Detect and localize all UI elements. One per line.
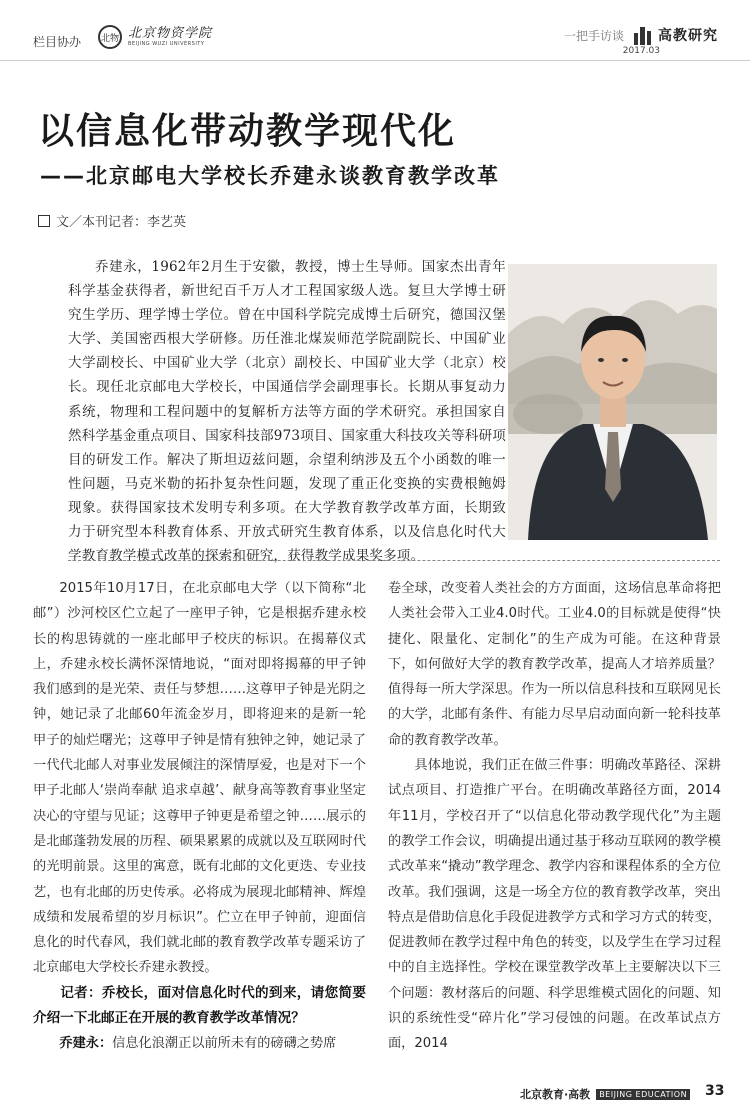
paragraph-answer-start — [33, 1031, 366, 1056]
portrait-photo — [508, 264, 717, 540]
logo-english: BEIJING WUZI UNIVERSITY — [128, 41, 205, 47]
section-header — [564, 25, 718, 45]
byline-box-icon — [38, 215, 50, 227]
building-icon — [632, 25, 654, 45]
section-title: 高教研究 — [658, 28, 718, 44]
answer-text: 信息化浪潮正以前所未有的磅礴之势席 — [112, 1036, 337, 1052]
paragraph-three-tasks: 具体地说，我们正在做三件事：明确改革路径、深耕试点项目、打造推广平台。在明确改革路径方面，2014年11月，学校召开了“以信息化带动教学现代化”为主题的教学工作会议，明确提出通过基于移动互联网的教学模式改革来“撬动”教学理念、教学内容和课程体系的全方位改革。我们强调，这是一场全方位的教育教学改革，突出特点是借助信息化手段促进教学方式和学习方式的转变，促进教师在教学过程中角色的转变，以及学生在学习过程中的自主选择性。学校在课堂教学改革上主要解决以下三个问题：教材落后的问题、科学思维模式固化的问题、知识的系统性受“碎片化”学习侵蚀的问题。在改革试点方面，2014 — [388, 758, 721, 1052]
body-column-right — [388, 576, 721, 1057]
bio-text: 乔建永，1962年2月生于安徽，教授，博士生导师。国家杰出青年科学基金获得者，新世纪百千万人才工程国家级人选。复旦大学博士研究生学历、理学博士学位。曾在中国科学院完成博士后研究，德国汉堡大学、美国密西根大学研修。历任淮北煤炭师范学院副院长、中国矿业大学副校长、中国矿业大学（北京）副校长、中国矿业大学（北京）校长。现任北京邮电大学校长，中国通信学会副理事长。长期从事复动力系统，物理和工程问题中的复解析方法等方面的学术研究。承担国家自然科学基金重点项目、国家科技部973项目、国家重大科技攻关等科研项目的研发工作。解决了斯坦迈兹问题，佘望利纳涉及五个小函数的唯一性问题，马克米勒的拓扑复杂性问题，发现了重正化变换的实费根鲍姆现象。获得国家技术发明专利多项。在大学教育教学改革方面，长期致力于研究型本科教育体系、开放式研究生教育体系，以及信息化时代大学教育教学模式改革的探索和研究，获得教学成果奖多项。 — [68, 259, 506, 565]
section-divider — [68, 560, 720, 561]
byline — [38, 211, 186, 230]
co-organizer-logo — [98, 25, 212, 49]
magazine-english: BEIJING EDUCATION — [596, 1089, 690, 1100]
header-divider — [0, 60, 750, 61]
issue-date: 2017.03 — [622, 46, 660, 56]
body-column-left — [33, 576, 366, 1057]
footer — [520, 1086, 690, 1102]
magazine-name: 北京教育·高教 — [520, 1088, 591, 1101]
author-bio — [68, 255, 506, 568]
interview-label: 一把手访谈 — [563, 28, 624, 43]
paragraph-continued: 卷全球，改变着人类社会的方方面面，这场信息革命将把人类社会带入工业4.0时代。工业4.0的目标就是使得“快捷化、限量化、定制化”的生产成为可能。在这种背景下，如何做好大学的教育教学改革，提高人才培养质量？值得每一所大学深思。作为一所以信息科技和互联网见长的大学，北邮有条件、有能力尽早启动面向新一轮科技革命的教育教学改革。 — [388, 581, 721, 748]
answer-speaker: 乔建永： — [59, 1036, 113, 1052]
article-subtitle: ——北京邮电大学校长乔建永谈教育教学改革 — [40, 164, 500, 188]
logo-text — [128, 27, 212, 47]
page-number: 33 — [705, 1083, 725, 1099]
paragraph-intro: 2015年10月17日，在北京邮电大学（以下简称“北邮”）沙河校区伫立起了一座甲子钟，它是根据乔建永校长的构思铸就的一座北邮甲子校庆的标识。在揭幕仪式上，乔建永校长满怀深情地说，“面对即将揭幕的甲子钟我们感到的是光荣、责任与梦想……这尊甲子钟是光阴之钟，她记录了北邮60年流金岁月，即将迎来的是新一轮甲子的灿烂曙光；这尊甲子钟是情有独钟之钟，她记录了一代代北邮人对事业发展倾注的深情厚爱，也是对下一个甲子北邮人‘崇尚奉献 追求卓越’、献身高等教育事业坚定决心的守望与见证；这尊甲子钟更是希望之钟……展示的是北邮蓬勃发展的历程、硕果累累的成就以及互联网时代的光明前景。这里的寓意，既有北邮的文化更迭、专业技艺，也有北邮的历史传承。必将成为展现北邮精神、辉煌成绩和发展希望的岁月标识”。伫立在甲子钟前，迎面信息化的时代春风，我们就北邮的教育教学改革专题采访了北京邮电大学校长乔建永教授。 — [33, 581, 366, 976]
portrait-image — [508, 264, 717, 540]
byline-text: 文／本刊记者：李艺英 — [56, 215, 187, 230]
column-label: 栏目协办 — [33, 35, 82, 49]
article-title: 以信息化带动教学现代化 — [38, 110, 457, 152]
logo-name: 北京物资学院 — [128, 26, 213, 41]
interview-question: 记者：乔校长，面对信息化时代的到来，请您简要介绍一下北邮正在开展的教育教学改革情况？ — [33, 984, 366, 1027]
university-seal-icon: 北物 — [98, 25, 122, 49]
